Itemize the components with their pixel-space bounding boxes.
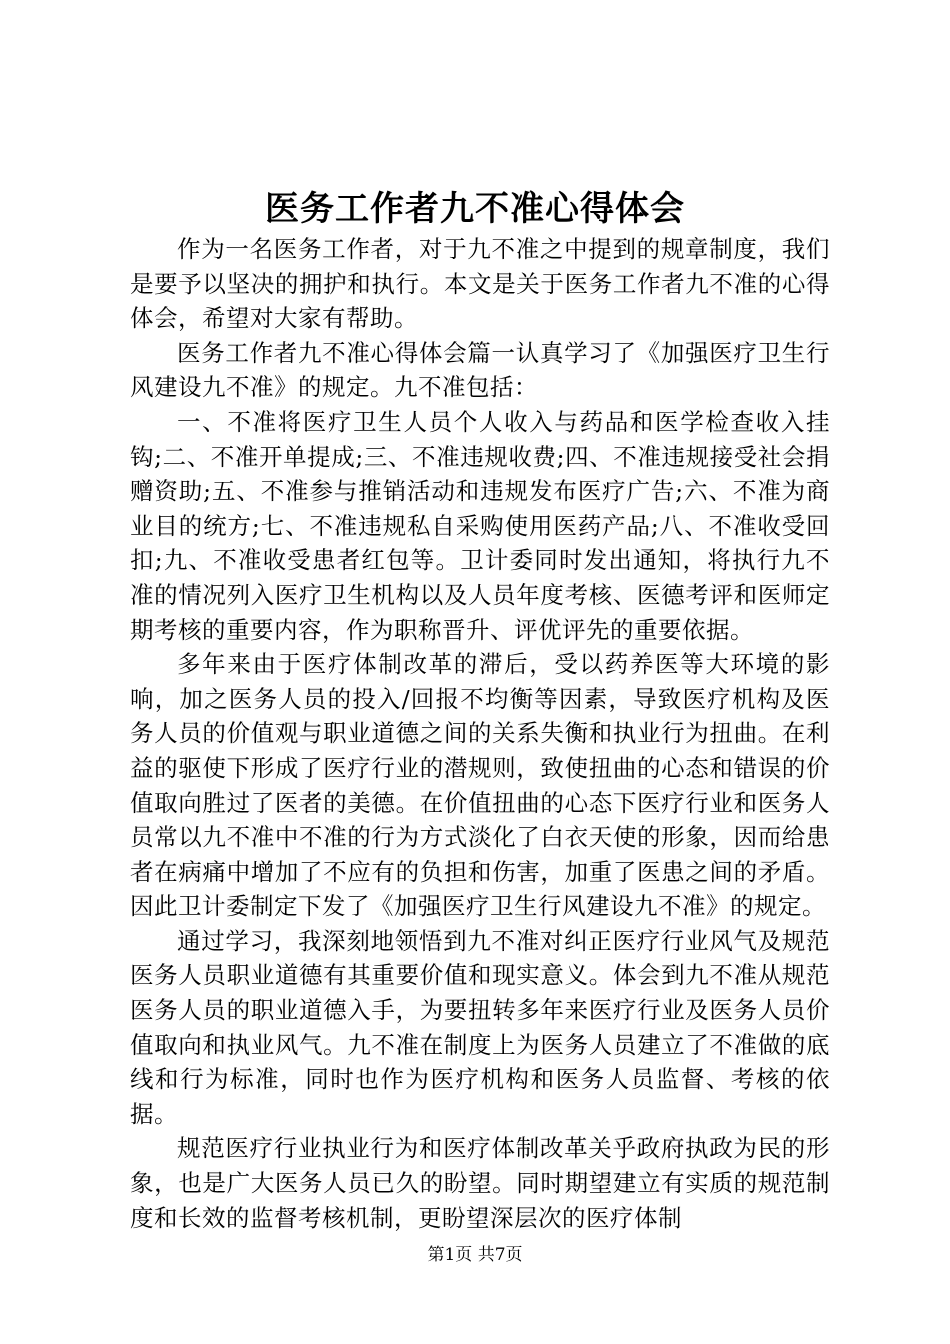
document-title: 医务工作者九不准心得体会 [265,189,685,229]
page-number-footer: 第1页 共7页 [427,1245,523,1265]
document-body [130,232,830,1235]
paragraph-expectation: 规范医疗行业执业行为和医疗体制改革关乎政府执政为民的形象，也是广大医务人员已久的盼望。同时期望建立有实质的规范制度和长效的监督考核机制，更盼望深层次的医疗体制 [130,1134,830,1232]
paragraph-background: 多年来由于医疗体制改革的滞后，受以药养医等大环境的影响，加之医务人员的投入/回报不均衡等因素，导致医疗机构及医务人员的价值观与职业道德之间的关系失衡和执业行为扭曲。在利益的驱使下形成了医疗行业的潜规则，致使扭曲的心态和错误的价值取向胜过了医者的美德。在价值扭曲的心态下医疗行业和医务人员常以九不准中不准的行为方式淡化了白衣天使的形象，因而给患者在病痛中增加了不应有的负担和伤害，加重了医患之间的矛盾。因此卫计委制定下发了《加强医疗卫生行风建设九不准》的规定。 [130,650,830,921]
paragraph-section-one: 医务工作者九不准心得体会篇一认真学习了《加强医疗卫生行风建设九不准》的规定。九不准包括： [130,338,830,402]
paragraph-understanding: 通过学习，我深刻地领悟到九不准对纠正医疗行业风气及规范医务人员职业道德有其重要价值和现实意义。体会到九不准从规范医务人员的职业道德入手，为要扭转多年来医疗行业及医务人员价值取向和执业风气。九不准在制度上为医务人员建立了不准做的底线和行为标准，同时也作为医疗机构和医务人员监督、考核的依据。 [130,926,830,1128]
paragraph-nine-rules: 一、不准将医疗卫生人员个人收入与药品和医学检查收入挂钩;二、不准开单提成;三、不准违规收费;四、不准违规接受社会捐赠资助;五、不准参与推销活动和违规发布医疗广告;六、不准为商业目的统方;七、不准违规私自采购使用医药产品;八、不准收受回扣;九、不准收受患者红包等。卫计委同时发出通知，将执行九不准的情况列入医疗卫生机构以及人员年度考核、医德考评和医师定期考核的重要内容，作为职称晋升、评优评先的重要依据。 [130,407,830,644]
paragraph-intro: 作为一名医务工作者，对于九不准之中提到的规章制度，我们是要予以坚决的拥护和执行。本文是关于医务工作者九不准的心得体会，希望对大家有帮助。 [130,235,830,333]
